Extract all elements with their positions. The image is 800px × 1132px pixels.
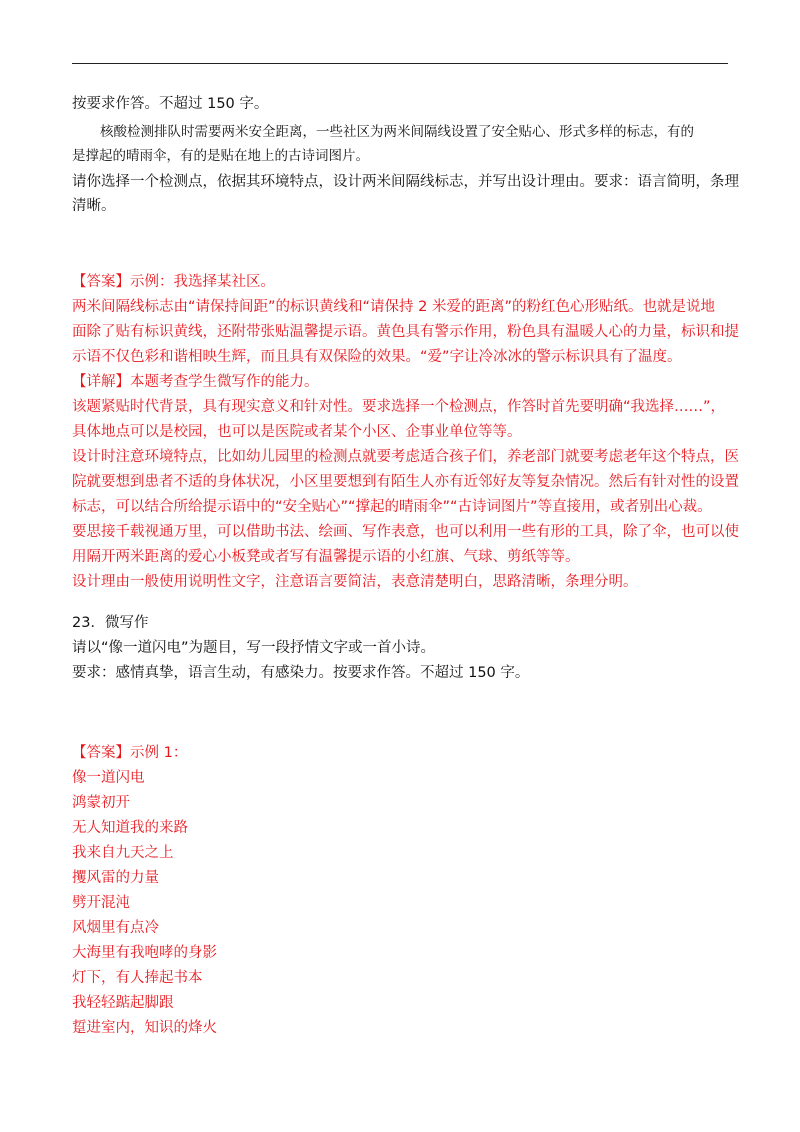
answer-tag: 【答案】 bbox=[72, 274, 130, 290]
q23-requirements: 要求：感情真挚，语言生动，有感染力。按要求作答。不超过 150 字。 bbox=[72, 665, 530, 681]
a22-detail-line-5: 院就要想到患者不适的身体状况，小区里要想到有陌生人亦有近邻好友等复杂情况。然后有针对性的设置 bbox=[72, 474, 739, 490]
a22-answer-line-2: 两米间隔线标志由“请保持间距”的标识黄线和“请保持 2 米爱的距离”的粉红色心形贴纸。也就是说地 bbox=[72, 299, 715, 315]
q22-material-line-1: 核酸检测排队时需要两米安全距离，一些社区为两米间隔线设置了安全贴心、形式多样的标志，有的 bbox=[100, 124, 694, 140]
a22-detail-line-1 bbox=[72, 372, 319, 392]
q22-question-line-1: 请你选择一个检测点，依据其环境特点，设计两米间隔线标志，并写出设计理由。要求：语言简明，条理 bbox=[72, 174, 739, 190]
a23-answer-line bbox=[72, 743, 187, 763]
a22-answer-line-3: 面除了贴有标识黄线，还附带张贴温馨提示语。黄色具有警示作用，粉色具有温暖人心的力量，标识和提 bbox=[72, 324, 739, 340]
a22-answer-line-4: 示语不仅色彩和谐相映生辉，而且具有双保险的效果。“爱”字让冷冰冰的警示标识具有了温度。 bbox=[72, 349, 682, 365]
a22-detail-line-7: 要思接千载视通万里，可以借助书法、绘画、写作表意，也可以利用一些有形的工具，除了伞，也可以使 bbox=[72, 524, 739, 540]
a22-detail-line-8: 用隔开两米距离的爱心小板凳或者写有温馨提示语的小红旗、气球、剪纸等等。 bbox=[72, 549, 580, 565]
poem-line: 踅进室内，知识的烽火 bbox=[72, 1020, 217, 1036]
a22-answer-line-1 bbox=[72, 272, 275, 292]
q23-prompt: 请以“像一道闪电”为题目，写一段抒情文字或一首小诗。 bbox=[72, 640, 436, 656]
header-rule bbox=[72, 63, 728, 64]
poem-line: 灯下，有人捧起书本 bbox=[72, 970, 203, 986]
poem-line: 我来自九天之上 bbox=[72, 845, 174, 861]
poem-line: 我轻轻踮起脚跟 bbox=[72, 995, 174, 1011]
a22-detail-line-6: 标志，可以结合所给提示语中的“安全贴心”“撑起的晴雨伞”“古诗词图片”等直接用，或者别出心裁。 bbox=[72, 499, 712, 515]
a22-detail-line-9: 设计理由一般使用说明性文字，注意语言要简洁，表意清楚明白，思路清晰，条理分明。 bbox=[72, 574, 638, 590]
a22-answer-text: 示例：我选择某社区。 bbox=[130, 274, 275, 290]
a23-example-label: 示例 1： bbox=[130, 745, 188, 761]
poem-line: 鸿蒙初开 bbox=[72, 795, 130, 811]
a22-detail-text: 本题考查学生微写作的能力。 bbox=[130, 374, 319, 390]
poem-line: 像一道闪电 bbox=[72, 770, 145, 786]
answer-tag: 【答案】 bbox=[72, 745, 130, 761]
a22-detail-line-3: 具体地点可以是校园，也可以是医院或者某个小区、企事业单位等等。 bbox=[72, 424, 522, 440]
q22-question-line-2: 清晰。 bbox=[72, 198, 116, 214]
poem-line: 大海里有我咆哮的身影 bbox=[72, 945, 217, 961]
a22-detail-line-2: 该题紧贴时代背景，具有现实意义和针对性。要求选择一个检测点，作答时首先要明确“我选择……”， bbox=[72, 399, 726, 415]
poem-line: 劈开混沌 bbox=[72, 895, 130, 911]
poem-line: 风烟里有点冷 bbox=[72, 920, 159, 936]
poem-line: 攫风雷的力量 bbox=[72, 870, 159, 886]
poem-line: 无人知道我的来路 bbox=[72, 820, 188, 836]
q22-instruction: 按要求作答。不超过 150 字。 bbox=[72, 96, 269, 112]
detail-tag: 【详解】 bbox=[72, 374, 130, 390]
q23-number: 23．微写作 bbox=[72, 615, 149, 631]
a22-detail-line-4: 设计时注意环境特点，比如幼儿园里的检测点就要考虑适合孩子们，养老部门就要考虑老年这个特点，医 bbox=[72, 449, 739, 465]
q22-material-line-2: 是撑起的晴雨伞，有的是贴在地上的古诗词图片。 bbox=[72, 148, 369, 164]
